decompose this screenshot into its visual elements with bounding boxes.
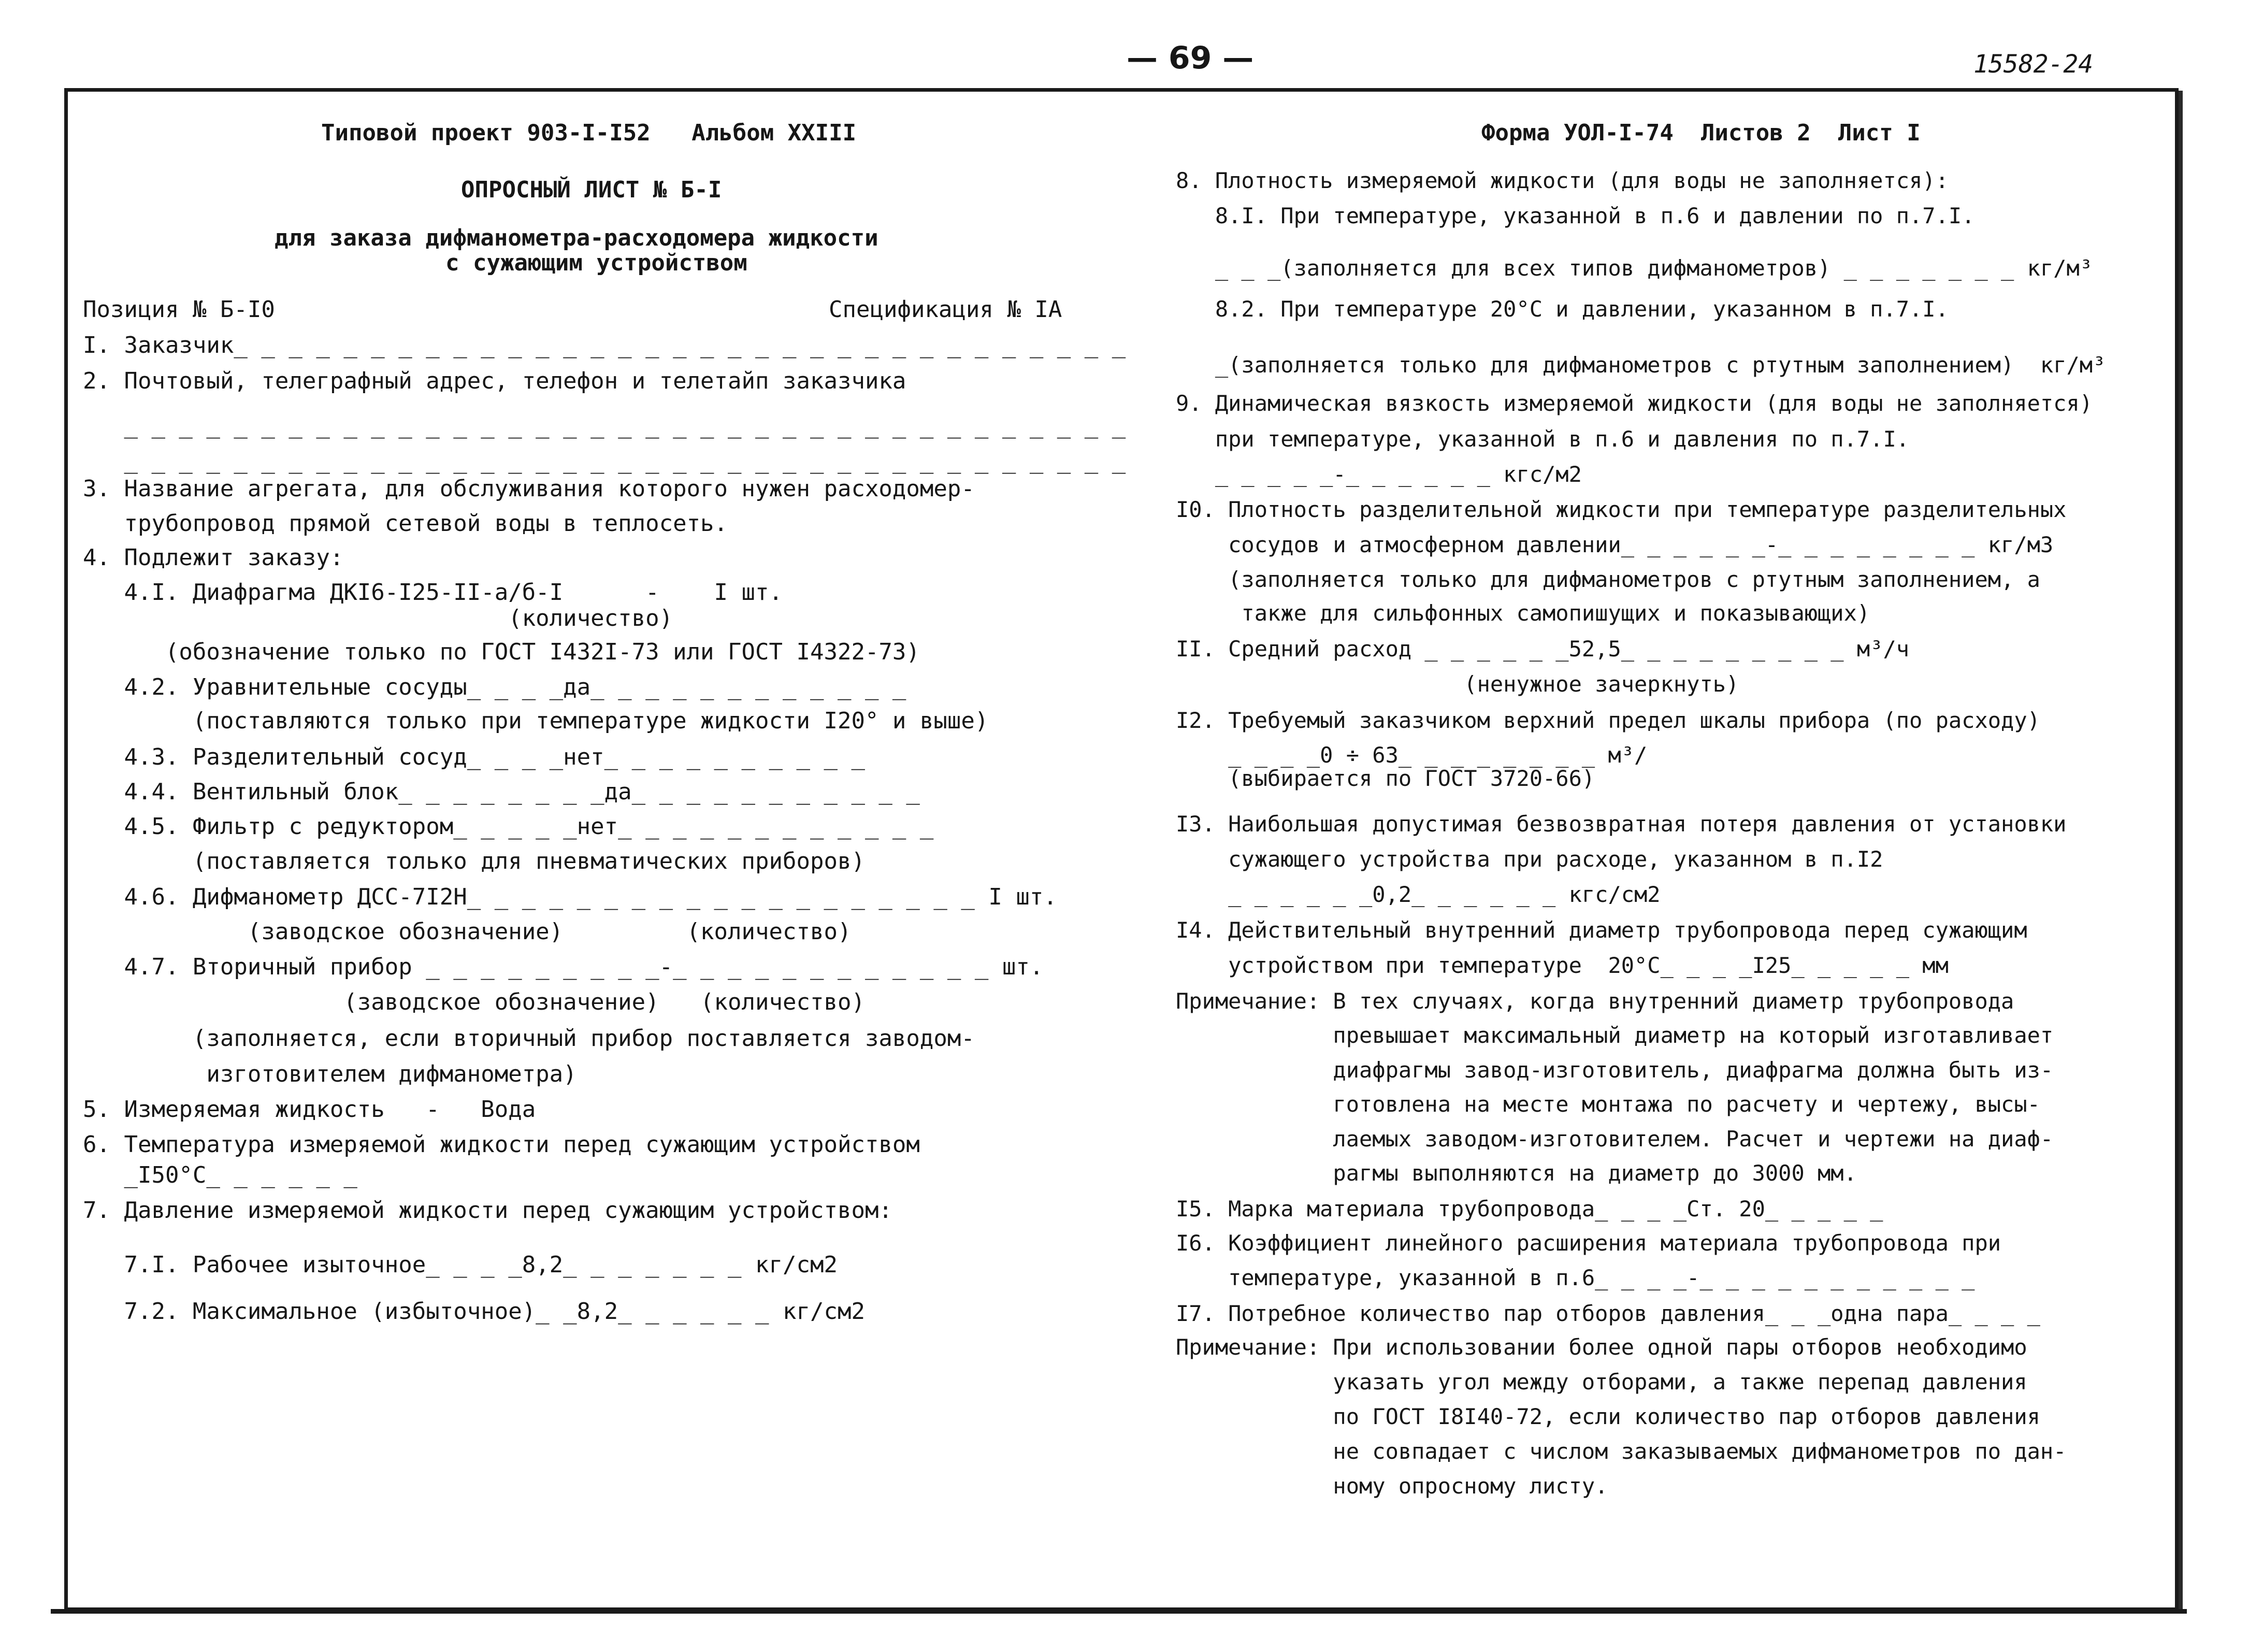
right-line-25: диафрагмы завод-изготовитель, диафрагма должна быть из- (1176, 1057, 2054, 1083)
right-line-28: рагмы выполняются на диаметр до 3000 мм. (1176, 1160, 1857, 1186)
left-line-10: (обозначение только по ГОСТ I432I-73 или ГОСТ I4322-73) (83, 639, 920, 665)
doc-code: 15582-24 (1973, 50, 2094, 79)
right-line-30: I6. Коэффициент линейного расширения материала трубопровода при (1176, 1230, 2001, 1256)
form-subtitle-2: с сужающим устройством (445, 250, 747, 276)
left-line-28: 7.I. Рабочее изыточное_ _ _ _8,2_ _ _ _ _ _ _ кг/см2 (83, 1252, 838, 1278)
form-title: ОПРОСНЫЙ ЛИСТ № Б-I (461, 177, 722, 203)
left-line-22: изготовителем дифманометра) (83, 1061, 577, 1087)
right-line-36: не совпадает с числом заказываемых дифманометров по дан- (1176, 1439, 2067, 1464)
right-line-17: (выбирается по ГОСТ 3720-66) (1176, 766, 1595, 791)
right-line-11: (заполняется только для дифманометров с ртутным заполнением, а (1176, 567, 2040, 592)
right-line-9: I0. Плотность разделительной жидкости при температуре разделительных (1176, 497, 2067, 522)
left-line-7: 4. Подлежит заказу: (83, 544, 344, 571)
right-line-33: Примечание: При использовании более одной пары отборов необходимо (1176, 1334, 2027, 1360)
specification-number: Спецификация № IA (829, 296, 1062, 323)
right-line-18: I3. Наибольшая допустимая безвозвратная потеря давления от установки (1176, 811, 2067, 837)
left-line-15: 4.5. Фильтр с редуктором_ _ _ _ _нет_ _ _ _ _ _ _ _ _ _ _ _ (83, 813, 934, 840)
right-line-10: сосудов и атмосферном давлении_ _ _ _ _ _-_ _ _ _ _ _ _ _ кг/м3 (1176, 532, 2054, 557)
left-line-2: 2. Почтовый, телеграфный адрес, телефон и телетайп заказчика (83, 368, 906, 394)
left-line-14: 4.4. Вентильный блок_ _ _ _ _ _ _ _да_ _ _ _ _ _ _ _ _ _ _ (83, 779, 920, 805)
page-number: — 69 — (1127, 40, 1254, 76)
right-line-12: также для сильфонных самопишущих и показывающих) (1176, 600, 1870, 626)
right-line-5: _(заполняется только для дифманометров с ртутным заполнением) кг/м³ (1176, 352, 2106, 378)
right-line-4: 8.2. При температуре 20°С и давлении, указанном в п.7.I. (1176, 296, 1949, 322)
left-line-16: (поставляется только для пневматических приборов) (83, 848, 865, 874)
bottom-rule (51, 1609, 2187, 1614)
left-line-9: (количество) (83, 605, 673, 631)
right-line-24: превышает максимальный диаметр на который изготавливает (1176, 1023, 2054, 1048)
left-line-6: трубопровод прямой сетевой воды в теплосеть. (83, 510, 728, 537)
right-line-27: лаемых заводом-изготовителем. Расчет и чертежи на диаф- (1176, 1126, 2054, 1152)
right-line-21: I4. Действительный внутренний диаметр трубопровода перед сужающим (1176, 917, 2027, 943)
right-line-37: ному опросному листу. (1176, 1473, 1608, 1499)
form-subtitle-1: для заказа дифманометра-расходомера жидкости (275, 225, 878, 251)
right-line-26: готовлена на месте монтажа по расчету и чертежу, высы- (1176, 1091, 2040, 1117)
right-line-15: I2. Требуемый заказчиком верхний предел шкалы прибора (по расходу) (1176, 708, 2040, 733)
left-line-23: 5. Измеряемая жидкость - Вода (83, 1096, 536, 1123)
right-line-35: по ГОСТ I8I40-72, если количество пар отборов давления (1176, 1404, 2040, 1429)
frame-shadow (2179, 91, 2183, 1611)
left-line-3: _ _ _ _ _ _ _ _ _ _ _ _ _ _ _ _ _ _ _ _ _ _ _ _ _ _ _ _ _ _ _ _ _ _ _ _ _ (83, 412, 1126, 439)
right-line-2: 8.I. При температуре, указанной в п.6 и давлении по п.7.I. (1176, 203, 1975, 228)
left-line-26: 7. Давление измеряемой жидкости перед сужающим устройством: (83, 1197, 892, 1224)
left-line-4: _ _ _ _ _ _ _ _ _ _ _ _ _ _ _ _ _ _ _ _ _ _ _ _ _ _ _ _ _ _ _ _ _ _ _ _ _ (83, 448, 1126, 474)
left-line-18: (заводское обозначение) (количество) (83, 918, 852, 945)
left-line-25: _I50°С_ _ _ _ _ _ (83, 1162, 357, 1188)
right-line-8: _ _ _ _ _-_ _ _ _ _ _ кгс/м2 (1176, 462, 1582, 487)
right-line-23: Примечание: В тех случаях, когда внутренний диаметр трубопровода (1176, 988, 2014, 1014)
left-line-11: 4.2. Уравнительные сосуды_ _ _ _да_ _ _ _ _ _ _ _ _ _ _ _ (83, 674, 906, 700)
right-line-1: 8. Плотность измеряемой жидкости (для воды не заполняется): (1176, 168, 1949, 193)
right-line-7: при температуре, указанной в п.6 и давления по п.7.I. (1176, 426, 1910, 452)
right-line-20: _ _ _ _ _ _0,2_ _ _ _ _ _ кгс/см2 (1176, 882, 1661, 907)
left-line-24: 6. Температура измеряемой жидкости перед сужающим устройством (83, 1131, 920, 1158)
left-line-13: 4.3. Разделительный сосуд_ _ _ _нет_ _ _ _ _ _ _ _ _ _ (83, 744, 865, 770)
right-line-13: II. Средний расход _ _ _ _ _ _52,5_ _ _ _ _ _ _ _ _ м³/ч (1176, 636, 1910, 662)
left-line-21: (заполняется, если вторичный прибор поставляется заводом- (83, 1025, 975, 1052)
right-line-22: устройством при температуре 20°С_ _ _ _I25_ _ _ _ _ мм (1176, 953, 1949, 978)
right-line-19: сужающего устройства при расходе, указанном в п.I2 (1176, 846, 1883, 872)
left-line-1: I. Заказчик_ _ _ _ _ _ _ _ _ _ _ _ _ _ _ _ _ _ _ _ _ _ _ _ _ _ _ _ _ _ _ _ _ (83, 332, 1126, 358)
form-code-header: Форма УОЛ-I-74 Листов 2 Лист I (1481, 120, 1921, 146)
right-line-16: _ _ _ _0 ÷ 63_ _ _ _ _ _ _ _ м³/ (1176, 742, 1648, 768)
right-line-31: температуре, указанной в п.6_ _ _ _-_ _ _ _ _ _ _ _ _ _ _ (1176, 1265, 1975, 1290)
right-line-14: (ненужное зачеркнуть) (1176, 671, 1739, 697)
left-line-8: 4.I. Диафрагма ДКI6-I25-II-а/б-I - I шт. (83, 579, 783, 606)
right-line-6: 9. Динамическая вязкость измеряемой жидкости (для воды не заполняется) (1176, 391, 2093, 416)
left-line-30: 7.2. Максимальное (избыточное)_ _8,2_ _ _ _ _ _ кг/см2 (83, 1298, 865, 1325)
left-line-17: 4.6. Дифманометр ДСС-7I2Н_ _ _ _ _ _ _ _ _ _ _ _ _ _ _ _ _ _ _ I шт. (83, 884, 1057, 910)
right-line-29: I5. Марка материала трубопровода_ _ _ _Ст. 20_ _ _ _ _ (1176, 1196, 1883, 1222)
right-line-32: I7. Потребное количество пар отборов давления_ _ _одна пара_ _ _ _ (1176, 1301, 2040, 1326)
left-line-19: 4.7. Вторичный прибор _ _ _ _ _ _ _ _ _-_ _ _ _ _ _ _ _ _ _ _ _ шт. (83, 954, 1044, 980)
right-line-3: _ _ _(заполняется для всех типов дифманометров) _ _ _ _ _ _ _ кг/м³ (1176, 255, 2093, 281)
left-line-12: (поставляются только при температуре жидкости I20° и выше) (83, 708, 989, 734)
left-line-20: (заводское обозначение) (количество) (83, 989, 865, 1015)
project-header: Типовой проект 903-I-I52 Альбом XXIII (321, 120, 857, 146)
right-line-34: указать угол между отборами, а также перепад давления (1176, 1369, 2027, 1395)
position-number: Позиция № Б-I0 (83, 296, 275, 323)
left-line-5: 3. Название агрегата, для обслуживания которого нужен расходомер- (83, 476, 975, 502)
